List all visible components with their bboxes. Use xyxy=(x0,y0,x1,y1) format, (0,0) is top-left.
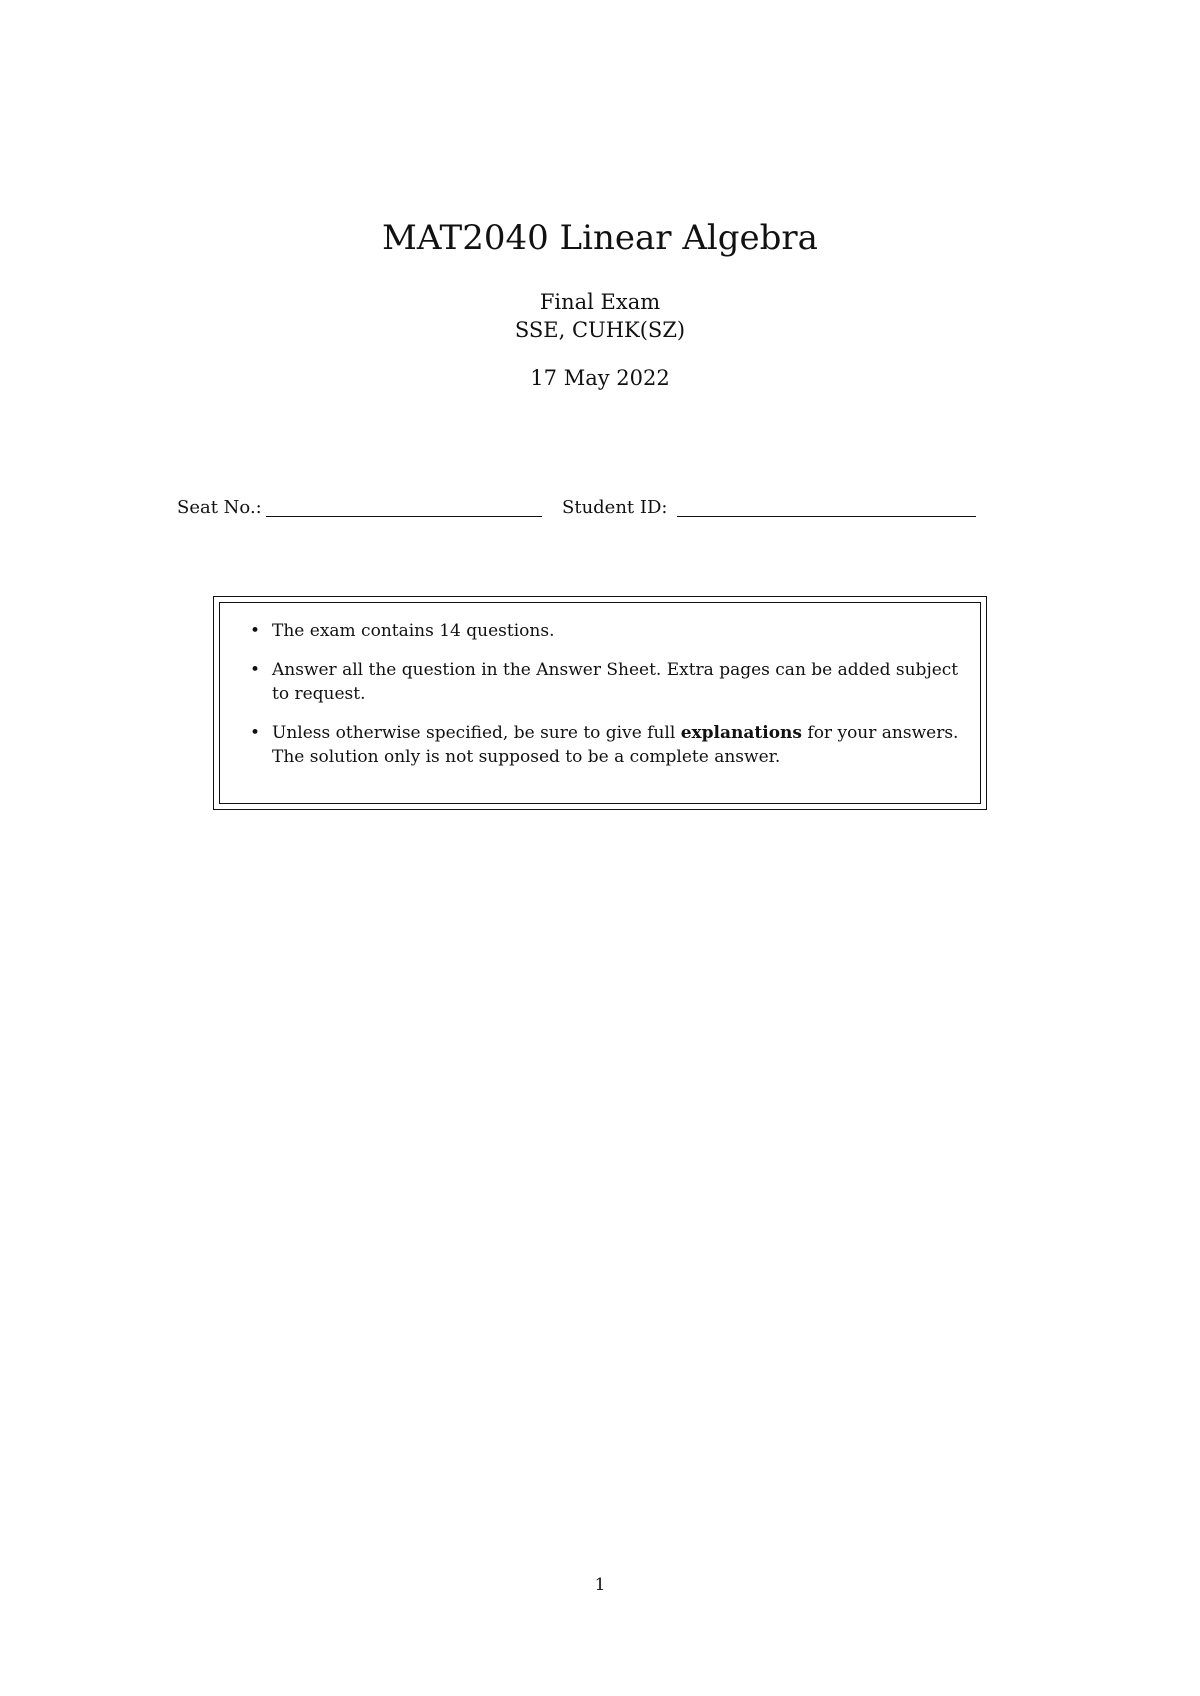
instruction-item xyxy=(250,721,964,769)
bullet-icon: • xyxy=(250,723,261,743)
instructions-list xyxy=(250,619,964,784)
instruction-text-part: Unless otherwise specified, be sure to give full xyxy=(272,723,681,743)
instruction-text: Answer all the question in the Answer Sheet. Extra pages can be added subject to request. xyxy=(272,660,959,704)
school-name: SSE, CUHK(SZ) xyxy=(514,318,686,342)
instruction-text: The exam contains 14 questions. xyxy=(272,621,555,641)
student-id-field[interactable] xyxy=(677,516,976,517)
exam-title: MAT2040 Linear Algebra xyxy=(382,218,818,258)
instruction-text xyxy=(272,723,958,767)
bullet-icon: • xyxy=(250,621,261,641)
student-id-label: Student ID: xyxy=(562,497,668,518)
instruction-text-part: for your answers. The solution only is not supposed to be a complete answer. xyxy=(272,723,959,767)
exam-date: 17 May 2022 xyxy=(530,366,670,390)
instruction-item xyxy=(250,658,964,706)
instruction-bold-text: explanations xyxy=(680,723,802,743)
instruction-item xyxy=(250,619,964,643)
seat-number-field[interactable] xyxy=(266,516,542,517)
page-number: 1 xyxy=(594,1575,606,1595)
instructions-box xyxy=(213,596,987,810)
identification-row xyxy=(177,496,977,526)
seat-number-label: Seat No.: xyxy=(177,497,262,518)
exam-type: Final Exam xyxy=(539,290,661,314)
bullet-icon: • xyxy=(250,660,261,680)
